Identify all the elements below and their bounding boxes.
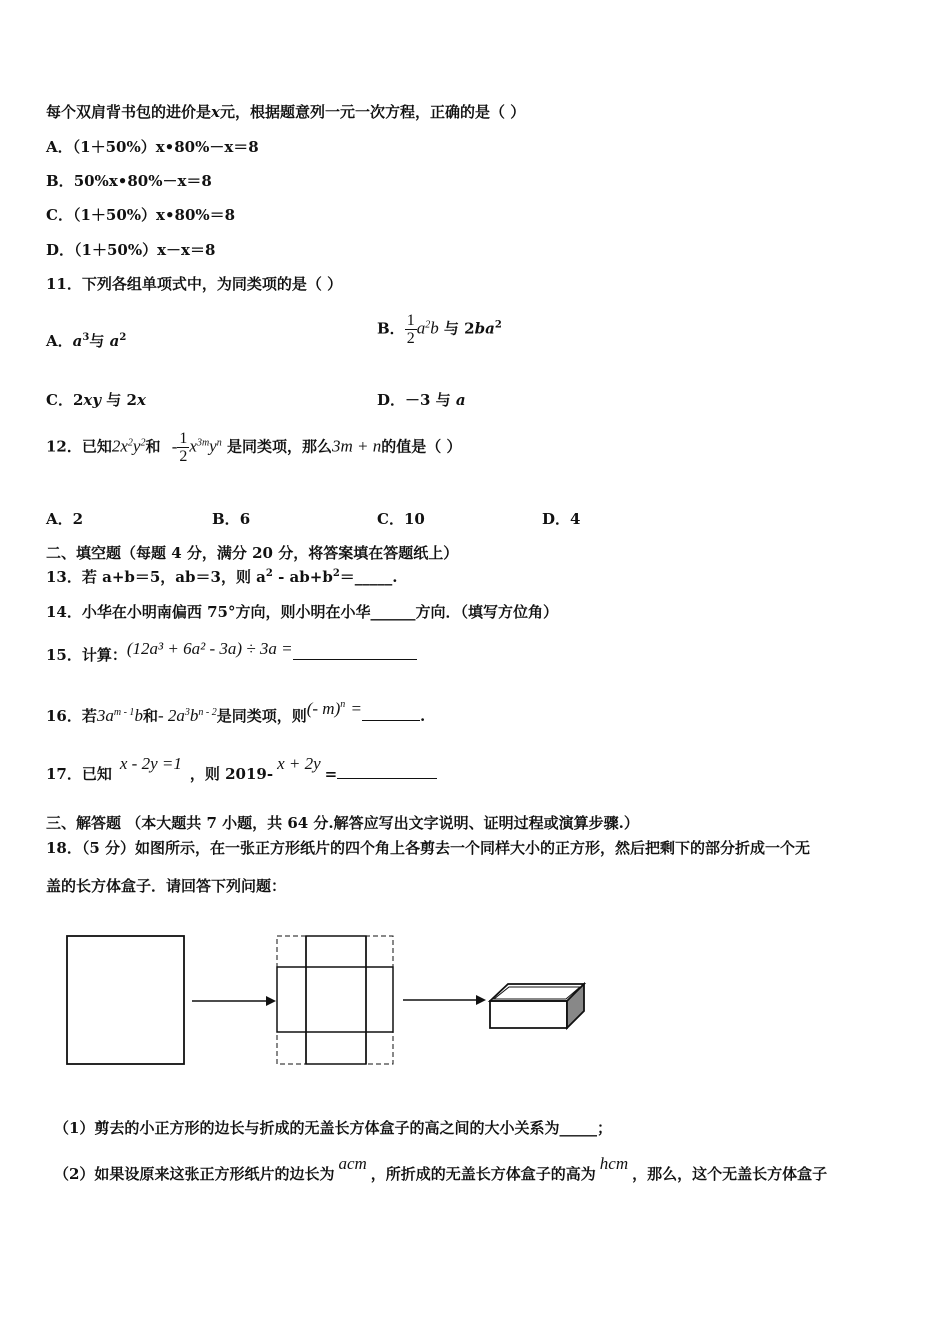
section-3-heading: 三、解答题 （本大题共 7 小题，共 64 分.解答应写出文字说明、证明过程或演算步骤.） — [46, 814, 639, 832]
q11-b-fraction: $\frac{1}{2}$ — [406, 312, 415, 347]
q10-option-a: A．（1＋50%）x•80%－x＝8 — [46, 138, 259, 156]
cut-square — [277, 936, 393, 1064]
arrow-1 — [192, 996, 276, 1006]
q14: 14．小华在小明南偏西 75°方向，则小明在小华______方向．（填写方位角） — [46, 603, 558, 621]
q18-sub2: （2）如果设原来这张正方形纸片的边长为acm，所折成的无盖长方体盒子的高为hcm，那么，这个无盖长方体盒子 — [54, 1154, 828, 1183]
q11-option-b: B． $\frac{1}{2}$ $a^2b$ 与 $2ba^2$ — [377, 312, 502, 347]
q11-option-c: C．2xy 与 2x — [46, 391, 146, 409]
q12-stem: 12．已知$2x^2y^2$和 - $\frac{1}{2}$ $x^{3m}y^n$ 是同类项，那么3m + n的值是（ ） — [46, 430, 462, 465]
q12-option-c: C．10 — [377, 510, 425, 528]
q10-option-d: D．（1＋50%）x－x＝8 — [46, 241, 216, 259]
q17: 17．已知x - 2y =1，则 2019-x + 2y= — [46, 764, 437, 784]
section-2-heading: 二、填空题（每题 4 分，满分 20 分，将答案填在答题纸上） — [46, 544, 459, 562]
q10-option-c: C．（1＋50%）x•80%＝8 — [46, 206, 236, 224]
q10-stem: 每个双肩背书包的进价是x元，根据题意列一元一次方程，正确的是（ ） — [46, 103, 526, 121]
original-square — [67, 936, 184, 1064]
q15: 15．计算：(12a³ + 6a² - 3a) ÷ 3a = — [46, 645, 417, 665]
q18-line1: 18．（5 分）如图所示，在一张正方形纸片的四个角上各剪去一个同样大小的正方形，然后把剩下的部分折成一个无 — [46, 839, 811, 857]
q12-option-a: A．2 — [46, 510, 84, 528]
q11-stem: 11．下列各组单项式中，为同类项的是（ ） — [46, 275, 343, 293]
q18-sub1: （1）剪去的小正方形的边长与折成的无盖长方体盒子的高之间的大小关系为_____； — [54, 1119, 612, 1137]
q11-option-d: D．－3 与 a — [377, 391, 466, 409]
q18-line2: 盖的长方体盒子．请回答下列问题： — [46, 877, 287, 895]
q11-option-a: A．$a^3$与 $a^2$ — [46, 332, 127, 350]
q12-option-b: B．6 — [212, 510, 251, 528]
q12-fraction: $\frac{1}{2}$ — [179, 430, 188, 465]
arrow-2 — [403, 995, 486, 1005]
q16: 16．若$3a^{m - 1}b$和- $2a^3b^{n - 2}$是同类项，则(- m)$^n$ = . — [46, 699, 426, 725]
q10-option-b: B．50%x•80%－x＝8 — [46, 172, 212, 190]
q13: 13．若 a+b＝5，ab＝3，则 $a^2$ - $ab+b^2=\_\_\_\_\_$. — [46, 568, 398, 586]
q12-option-d: D．4 — [542, 510, 581, 528]
open-box — [490, 984, 584, 1028]
